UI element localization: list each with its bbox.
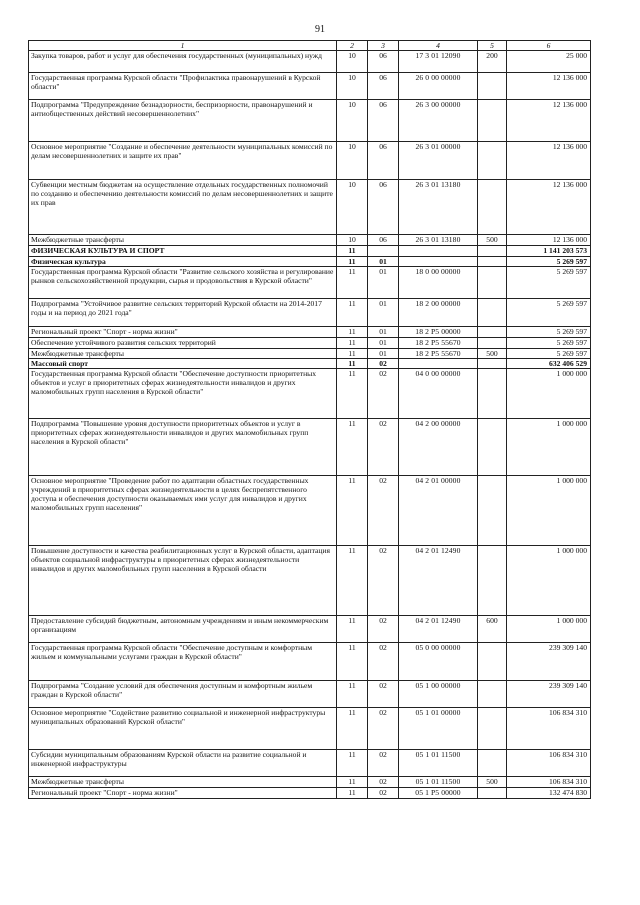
section-code-cell: 11 bbox=[337, 359, 368, 369]
section-code-cell: 10 bbox=[337, 73, 368, 100]
row-name-cell: Региональный проект "Спорт - норма жизни" bbox=[29, 327, 337, 338]
target-article-cell: 04 2 01 12490 bbox=[399, 546, 478, 616]
target-article-cell: 05 1 01 11500 bbox=[399, 777, 478, 788]
expense-type-cell bbox=[478, 419, 507, 476]
expense-type-cell bbox=[478, 73, 507, 100]
amount-cell: 1 000 000 bbox=[507, 476, 591, 546]
subsection-code-cell: 06 bbox=[368, 180, 399, 235]
section-code-cell: 11 bbox=[337, 643, 368, 681]
target-article-cell: 04 2 01 00000 bbox=[399, 476, 478, 546]
target-article-cell: 18 2 P5 55670 bbox=[399, 338, 478, 349]
row-name-cell: Основное мероприятие "Создание и обеспечение деятельности муниципальных комиссий по делам несовершеннолетних и защите их прав" bbox=[29, 142, 337, 180]
subsection-code-cell: 06 bbox=[368, 235, 399, 246]
row-name-cell: Государственная программа Курской области "Обеспечение доступным и комфортным жильем и коммунальными услугами граждан в Курской области" bbox=[29, 643, 337, 681]
target-article-cell: 18 0 00 00000 bbox=[399, 267, 478, 299]
row-name-cell: Субвенции местным бюджетам на осуществление отдельных государственных полномочий по созданию и обеспечению деятельности комиссий по делам несовершеннолетних и защите их прав bbox=[29, 180, 337, 235]
amount-cell: 1 000 000 bbox=[507, 616, 591, 643]
row-name-cell: Повышение доступности и качества реабилитационных услуг в Курской области, адаптация объектов социальной инфраструктуры в приоритетных сферах жизнедеятельности инвалидов и других маломобильных групп населения в Курской области bbox=[29, 546, 337, 616]
table-row bbox=[29, 708, 591, 750]
expense-type-cell bbox=[478, 359, 507, 369]
expense-type-cell: 600 bbox=[478, 616, 507, 643]
subsection-code-cell: 02 bbox=[368, 546, 399, 616]
expense-type-cell: 500 bbox=[478, 777, 507, 788]
expense-type-cell bbox=[478, 338, 507, 349]
expense-type-cell bbox=[478, 267, 507, 299]
section-code-cell: 10 bbox=[337, 180, 368, 235]
column-number: 5 bbox=[478, 41, 507, 51]
row-name-cell: Государственная программа Курской области "Обеспечение доступности приоритетных объектов и услуг в приоритетных сферах жизнедеятельности инвалидов и других маломобильных групп населения в Курской области" bbox=[29, 369, 337, 419]
table-row bbox=[29, 369, 591, 419]
column-number: 4 bbox=[399, 41, 478, 51]
section-code-cell: 11 bbox=[337, 246, 368, 257]
section-code-cell: 11 bbox=[337, 777, 368, 788]
section-code-cell: 11 bbox=[337, 750, 368, 777]
row-name-cell: Закупка товаров, работ и услуг для обеспечения государственных (муниципальных) нужд bbox=[29, 51, 337, 73]
row-name-cell: Субсидии муниципальным образованиям Курской области на развитие социальной и инженерной инфраструктуры bbox=[29, 750, 337, 777]
table-row bbox=[29, 338, 591, 349]
subsection-code-cell: 02 bbox=[368, 681, 399, 708]
row-name-cell: Межбюджетные трансферты bbox=[29, 349, 337, 359]
amount-cell: 5 269 597 bbox=[507, 257, 591, 267]
row-name-cell: Физическая культура bbox=[29, 257, 337, 267]
section-code-cell: 11 bbox=[337, 257, 368, 267]
amount-cell: 12 136 000 bbox=[507, 73, 591, 100]
table-row bbox=[29, 100, 591, 142]
table-row bbox=[29, 419, 591, 476]
target-article-cell bbox=[399, 359, 478, 369]
subsection-code-cell: 02 bbox=[368, 476, 399, 546]
subsection-code-cell: 06 bbox=[368, 51, 399, 73]
section-code-cell: 10 bbox=[337, 51, 368, 73]
table-row bbox=[29, 681, 591, 708]
expense-type-cell bbox=[478, 476, 507, 546]
amount-cell: 106 834 310 bbox=[507, 708, 591, 750]
subsection-code-cell: 06 bbox=[368, 73, 399, 100]
subsection-code-cell: 02 bbox=[368, 643, 399, 681]
target-article-cell: 04 2 00 00000 bbox=[399, 419, 478, 476]
amount-cell: 5 269 597 bbox=[507, 338, 591, 349]
target-article-cell: 17 3 01 12090 bbox=[399, 51, 478, 73]
target-article-cell: 05 1 01 00000 bbox=[399, 708, 478, 750]
amount-cell: 5 269 597 bbox=[507, 349, 591, 359]
subsection-code-cell: 02 bbox=[368, 788, 399, 799]
subsection-code-cell: 06 bbox=[368, 142, 399, 180]
expense-type-cell bbox=[478, 750, 507, 777]
expense-type-cell bbox=[478, 180, 507, 235]
expense-type-cell: 500 bbox=[478, 349, 507, 359]
row-name-cell: Основное мероприятие "Проведение работ по адаптации областных государственных учреждений в приоритетных сферах жизнедеятельности в целях беспрепятственного доступа и обеспечения доступности оказываемых ими услуг для инвалидов и других маломобильных групп населения" bbox=[29, 476, 337, 546]
subsection-code-cell: 01 bbox=[368, 257, 399, 267]
target-article-cell bbox=[399, 257, 478, 267]
table-row bbox=[29, 73, 591, 100]
column-number: 3 bbox=[368, 41, 399, 51]
row-name-cell: Подпрограмма "Устойчивое развитие сельских территорий Курской области на 2014-2017 годы и на период до 2021 года" bbox=[29, 299, 337, 327]
target-article-cell: 26 3 00 00000 bbox=[399, 100, 478, 142]
table-row bbox=[29, 788, 591, 799]
section-code-cell: 11 bbox=[337, 349, 368, 359]
section-code-cell: 10 bbox=[337, 142, 368, 180]
row-name-cell: Основное мероприятие "Содействие развитию социальной и инженерной инфраструктуры муниципальных образований Курской области" bbox=[29, 708, 337, 750]
subsection-code-cell: 01 bbox=[368, 299, 399, 327]
column-number: 1 bbox=[29, 41, 337, 51]
table-row bbox=[29, 616, 591, 643]
amount-cell: 5 269 597 bbox=[507, 267, 591, 299]
section-code-cell: 11 bbox=[337, 788, 368, 799]
section-code-cell: 11 bbox=[337, 708, 368, 750]
amount-cell: 132 474 830 bbox=[507, 788, 591, 799]
section-code-cell: 11 bbox=[337, 327, 368, 338]
expense-type-cell bbox=[478, 100, 507, 142]
table-row bbox=[29, 327, 591, 338]
table-row bbox=[29, 246, 591, 257]
section-code-cell: 11 bbox=[337, 267, 368, 299]
amount-cell: 12 136 000 bbox=[507, 100, 591, 142]
section-code-cell: 11 bbox=[337, 369, 368, 419]
table-row bbox=[29, 299, 591, 327]
section-code-cell: 10 bbox=[337, 235, 368, 246]
subsection-code-cell: 01 bbox=[368, 267, 399, 299]
table-row bbox=[29, 750, 591, 777]
section-code-cell: 11 bbox=[337, 419, 368, 476]
amount-cell: 25 000 bbox=[507, 51, 591, 73]
target-article-cell: 26 0 00 00000 bbox=[399, 73, 478, 100]
table-row bbox=[29, 267, 591, 299]
table-row bbox=[29, 180, 591, 235]
amount-cell: 1 000 000 bbox=[507, 546, 591, 616]
amount-cell: 12 136 000 bbox=[507, 235, 591, 246]
table-row bbox=[29, 643, 591, 681]
amount-cell: 1 000 000 bbox=[507, 419, 591, 476]
expense-type-cell bbox=[478, 257, 507, 267]
table-row bbox=[29, 349, 591, 359]
amount-cell: 239 309 140 bbox=[507, 643, 591, 681]
subsection-code-cell: 01 bbox=[368, 327, 399, 338]
target-article-cell: 04 2 01 12490 bbox=[399, 616, 478, 643]
target-article-cell: 26 3 01 00000 bbox=[399, 142, 478, 180]
expense-type-cell bbox=[478, 246, 507, 257]
target-article-cell: 05 1 00 00000 bbox=[399, 681, 478, 708]
target-article-cell: 18 2 P5 55670 bbox=[399, 349, 478, 359]
section-code-cell: 11 bbox=[337, 299, 368, 327]
subsection-code-cell bbox=[368, 246, 399, 257]
row-name-cell: Государственная программа Курской области "Профилактика правонарушений в Курской области" bbox=[29, 73, 337, 100]
amount-cell: 239 309 140 bbox=[507, 681, 591, 708]
table-row bbox=[29, 235, 591, 246]
row-name-cell: Региональный проект "Спорт - норма жизни" bbox=[29, 788, 337, 799]
column-number: 6 bbox=[507, 41, 591, 51]
expense-type-cell: 500 bbox=[478, 235, 507, 246]
column-number: 2 bbox=[337, 41, 368, 51]
table-row bbox=[29, 777, 591, 788]
row-name-cell: Подпрограмма "Создание условий для обеспечения доступным и комфортным жильем граждан в Курской области" bbox=[29, 681, 337, 708]
row-name-cell: Массовый спорт bbox=[29, 359, 337, 369]
row-name-cell: Межбюджетные трансферты bbox=[29, 235, 337, 246]
amount-cell: 106 834 310 bbox=[507, 750, 591, 777]
subsection-code-cell: 06 bbox=[368, 100, 399, 142]
subsection-code-cell: 02 bbox=[368, 419, 399, 476]
amount-cell: 1 141 203 573 bbox=[507, 246, 591, 257]
column-number-row bbox=[29, 41, 591, 51]
amount-cell: 1 000 000 bbox=[507, 369, 591, 419]
page-number: 91 bbox=[315, 24, 325, 35]
table-row bbox=[29, 546, 591, 616]
row-name-cell: Подпрограмма "Предупреждение безнадзорности, беспризорности, правонарушений и антиобщественных действий несовершеннолетних" bbox=[29, 100, 337, 142]
section-code-cell: 11 bbox=[337, 681, 368, 708]
budget-table-body bbox=[29, 41, 591, 799]
budget-table bbox=[28, 40, 591, 799]
subsection-code-cell: 02 bbox=[368, 777, 399, 788]
target-article-cell: 18 2 P5 00000 bbox=[399, 327, 478, 338]
target-article-cell: 26 3 01 13180 bbox=[399, 180, 478, 235]
table-row bbox=[29, 51, 591, 73]
subsection-code-cell: 02 bbox=[368, 359, 399, 369]
amount-cell: 12 136 000 bbox=[507, 142, 591, 180]
row-name-cell: ФИЗИЧЕСКАЯ КУЛЬТУРА И СПОРТ bbox=[29, 246, 337, 257]
amount-cell: 12 136 000 bbox=[507, 180, 591, 235]
table-row bbox=[29, 142, 591, 180]
target-article-cell: 26 3 01 13180 bbox=[399, 235, 478, 246]
target-article-cell: 05 0 00 00000 bbox=[399, 643, 478, 681]
table-row bbox=[29, 476, 591, 546]
table-row bbox=[29, 257, 591, 267]
subsection-code-cell: 02 bbox=[368, 750, 399, 777]
row-name-cell: Государственная программа Курской области "Развитие сельского хозяйства и регулирование рынков сельскохозяйственной продукции, сырья и продовольствия в Курской области" bbox=[29, 267, 337, 299]
amount-cell: 106 834 310 bbox=[507, 777, 591, 788]
target-article-cell: 05 1 01 11500 bbox=[399, 750, 478, 777]
subsection-code-cell: 01 bbox=[368, 338, 399, 349]
section-code-cell: 11 bbox=[337, 546, 368, 616]
expense-type-cell bbox=[478, 643, 507, 681]
section-code-cell: 10 bbox=[337, 100, 368, 142]
target-article-cell: 05 1 P5 00000 bbox=[399, 788, 478, 799]
amount-cell: 632 406 529 bbox=[507, 359, 591, 369]
expense-type-cell bbox=[478, 369, 507, 419]
section-code-cell: 11 bbox=[337, 616, 368, 643]
expense-type-cell bbox=[478, 142, 507, 180]
row-name-cell: Подпрограмма "Повышение уровня доступности приоритетных объектов и услуг в приоритетных сферах жизнедеятельности инвалидов и других маломобильных групп населения в Курской области" bbox=[29, 419, 337, 476]
expense-type-cell: 200 bbox=[478, 51, 507, 73]
expense-type-cell bbox=[478, 681, 507, 708]
table-row bbox=[29, 359, 591, 369]
target-article-cell bbox=[399, 246, 478, 257]
expense-type-cell bbox=[478, 299, 507, 327]
expense-type-cell bbox=[478, 546, 507, 616]
amount-cell: 5 269 597 bbox=[507, 299, 591, 327]
subsection-code-cell: 01 bbox=[368, 349, 399, 359]
section-code-cell: 11 bbox=[337, 338, 368, 349]
row-name-cell: Межбюджетные трансферты bbox=[29, 777, 337, 788]
target-article-cell: 04 0 00 00000 bbox=[399, 369, 478, 419]
expense-type-cell bbox=[478, 708, 507, 750]
subsection-code-cell: 02 bbox=[368, 616, 399, 643]
subsection-code-cell: 02 bbox=[368, 708, 399, 750]
expense-type-cell bbox=[478, 788, 507, 799]
subsection-code-cell: 02 bbox=[368, 369, 399, 419]
expense-type-cell bbox=[478, 327, 507, 338]
row-name-cell: Предоставление субсидий бюджетным, автономным учреждениям и иным некоммерческим организациям bbox=[29, 616, 337, 643]
section-code-cell: 11 bbox=[337, 476, 368, 546]
row-name-cell: Обеспечение устойчивого развития сельских территорий bbox=[29, 338, 337, 349]
amount-cell: 5 269 597 bbox=[507, 327, 591, 338]
target-article-cell: 18 2 00 00000 bbox=[399, 299, 478, 327]
